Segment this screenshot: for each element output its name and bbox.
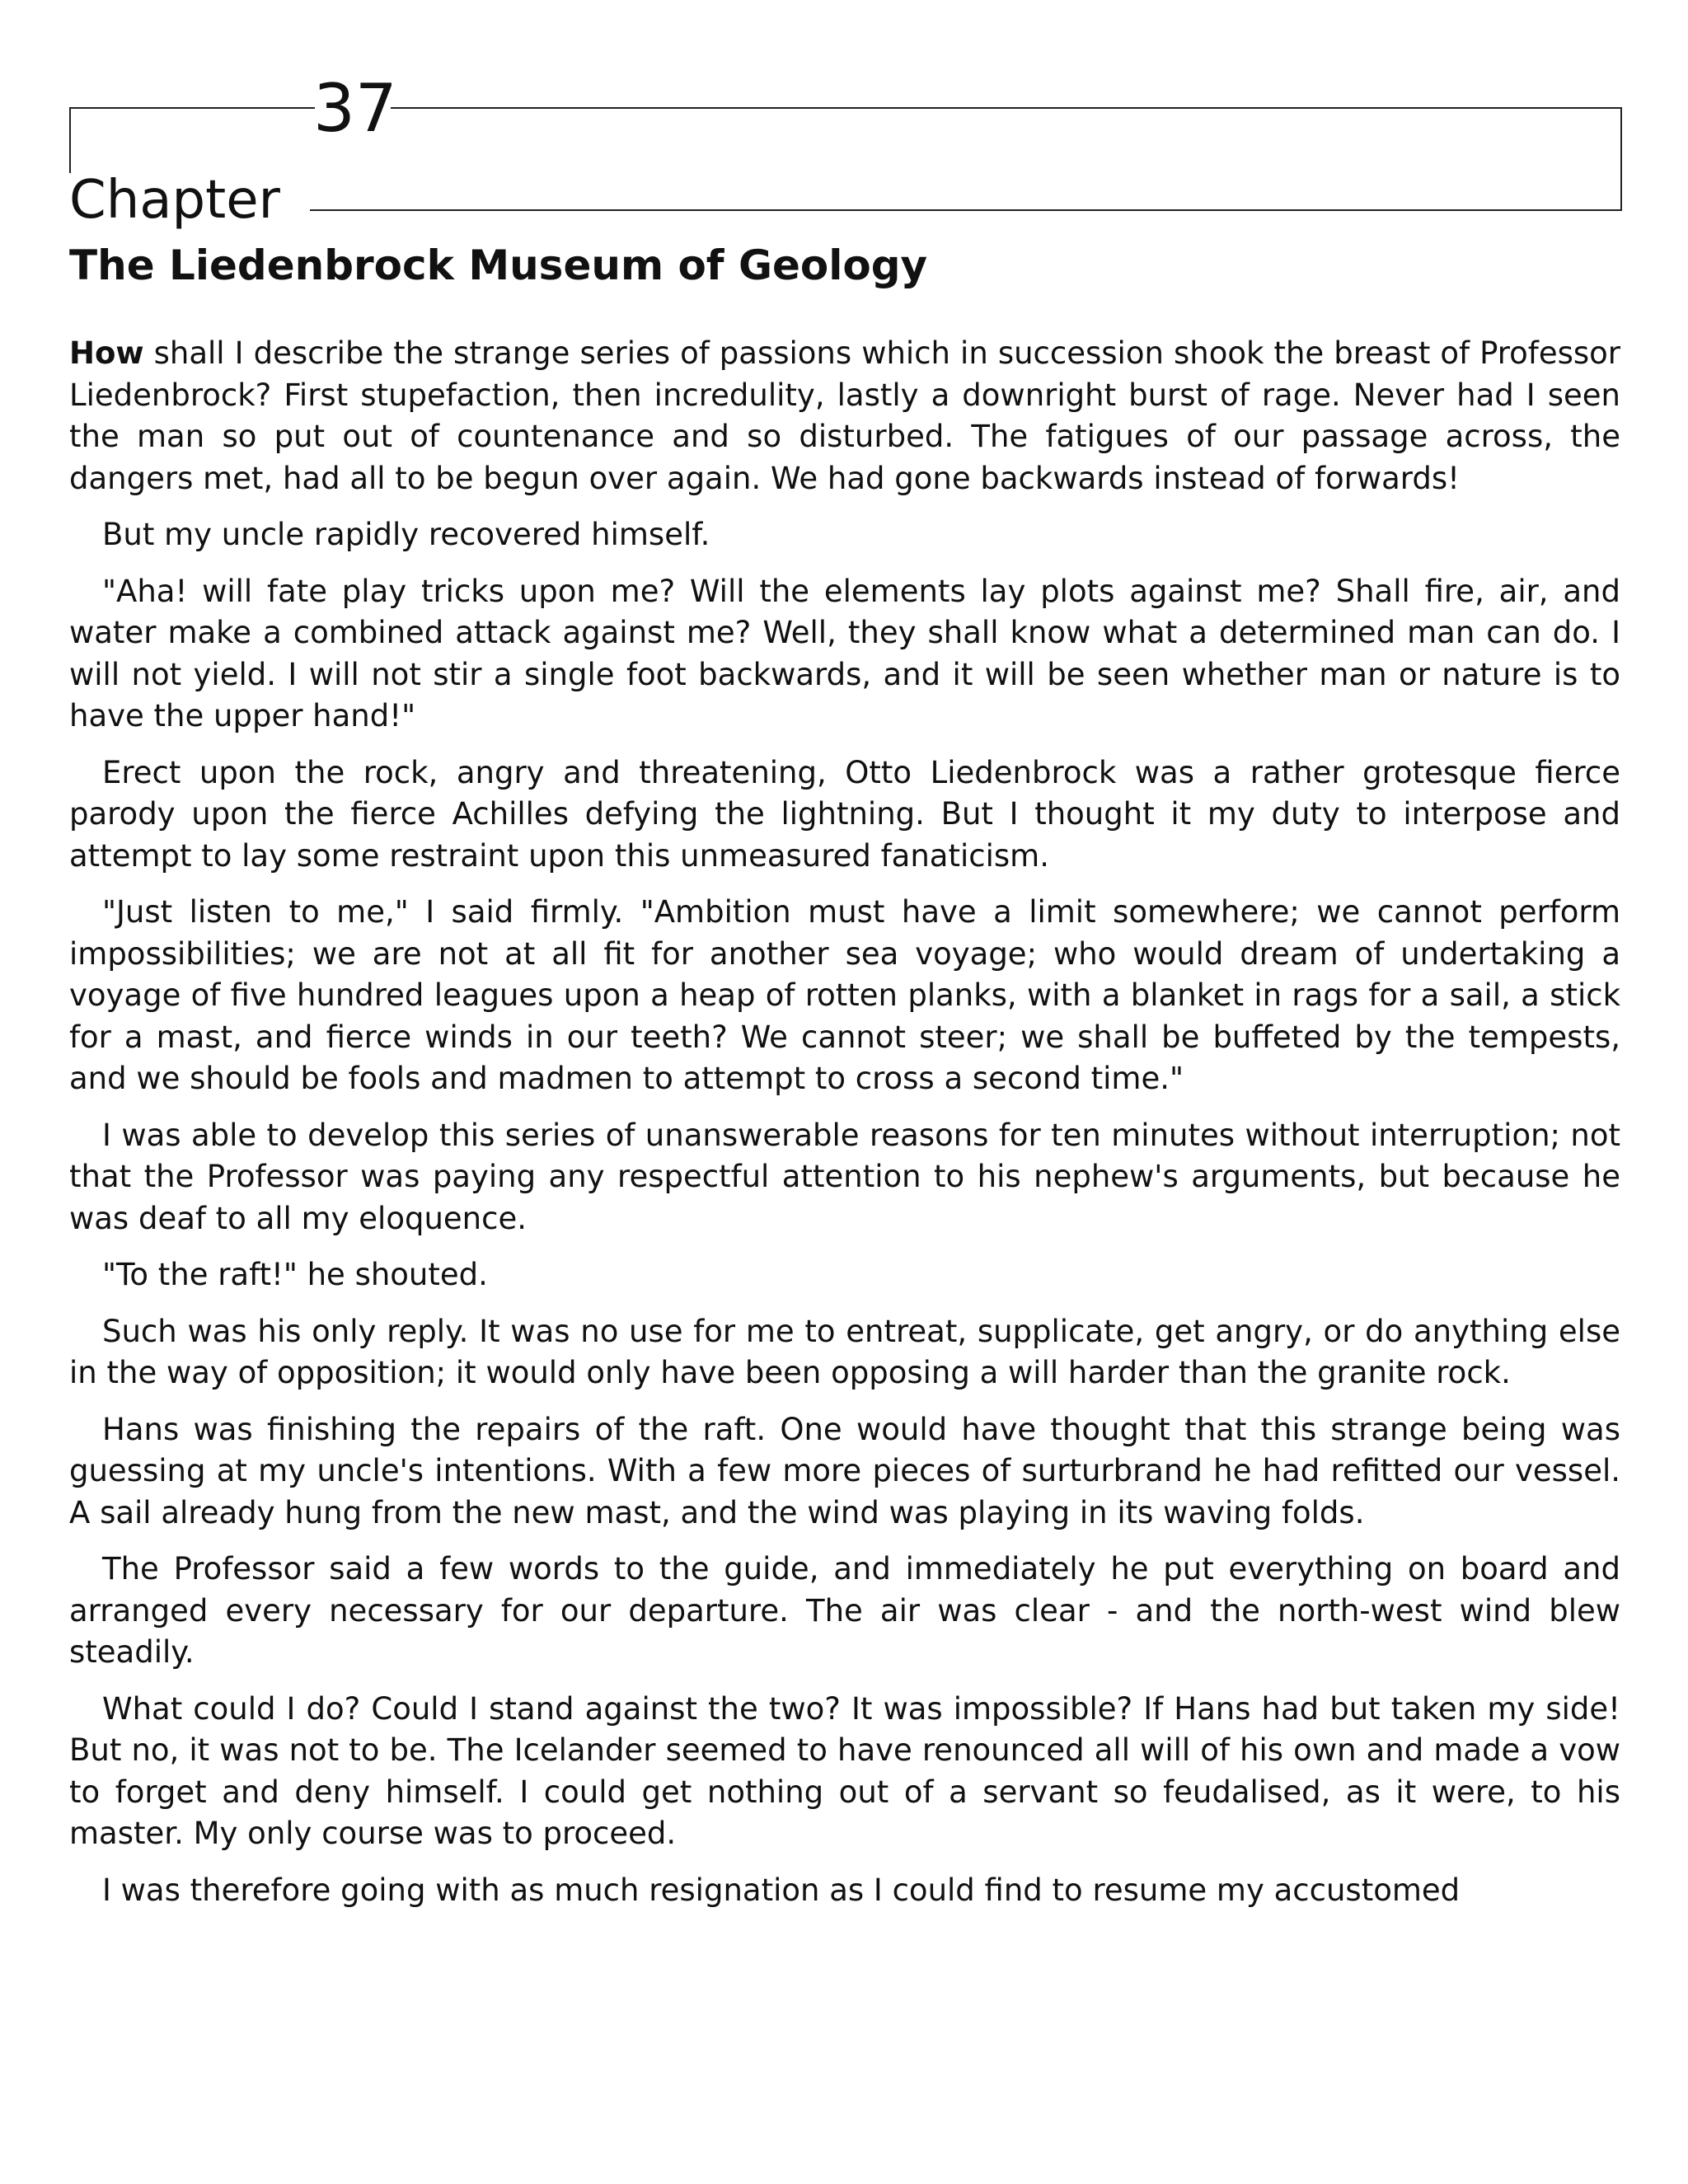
chapter-body [69,333,1620,1926]
paragraph: "To the raft!" he shouted. [102,1257,488,1292]
paragraph-text: shall I describe the strange series of passions which in succession shook the breast of Professor Liedenbrock? First stupefaction, then incredulity, lastly a downright burst of rage. Never had I seen the man so put out of countenance and so disturbed. The fatigues of our passage across, the dangers met, had all to be begun over again. We had gone backwards instead of forwards! [69,335,1620,496]
paragraph: Hans was finishing the repairs of the raft. One would have thought that this strange being was guessing at my uncle's intentions. With a few more pieces of surturbrand he had refitted our vessel. A sail already hung from the new mast, and the wind was playing in its waving folds. [69,1411,1620,1530]
paragraph: But my uncle rapidly recovered himself. [102,517,710,552]
chapter-label: Chapter [69,170,280,231]
header-frame-top-left [69,107,315,109]
chapter-number: 37 [313,70,397,147]
header-frame-right [1620,107,1622,209]
paragraph: I was therefore going with as much resignation as I could find to resume my accustomed [102,1872,1461,1908]
paragraph: I was able to develop this series of unanswerable reasons for ten minutes without interruption; not that the Professor was paying any respectful attention to his nephew's arguments, but because he was deaf to all my eloquence. [69,1117,1620,1236]
paragraph: "Just listen to me," I said firmly. "Ambition must have a limit somewhere; we cannot perform impossibilities; we are not at all fit for another sea voyage; who would dream of undertaking a voyage of five hundred leagues upon a heap of rotten planks, with a blanket in rags for a sail, a stick for a mast, and fierce winds in our teeth? We cannot steer; we shall be buffeted by the tempests, and we should be fools and madmen to attempt to cross a second time." [69,894,1620,1096]
chapter-header [69,70,1622,231]
header-frame-top-right [391,107,1622,109]
paragraph: The Professor said a few words to the guide, and immediately he put everything on board and arranged every necessary for our departure. The air was clear - and the north-west wind blew steadily. [69,1551,1620,1670]
paragraph: Erect upon the rock, angry and threatening, Otto Liedenbrock was a rather grotesque fierce parody upon the fierce Achilles defying the lightning. But I thought it my duty to interpose and attempt to lay some restraint upon this unmeasured fanaticism. [69,754,1620,874]
paragraph: Such was his only reply. It was no use for me to entreat, supplicate, get angry, or do anything else in the way of opposition; it would only have been opposing a will harder than the granite rock. [69,1313,1620,1390]
paragraph [69,333,1620,499]
paragraph-lead-word: How [69,335,144,371]
header-frame-bottom [310,209,1622,211]
paragraph: "Aha! will fate play tricks upon me? Will the elements lay plots against me? Shall fire, air, and water make a combined attack against me? Well, they shall know what a determined man can do. I will not yield. I will not stir a single foot backwards, and it will be seen whether man or nature is to have the upper hand!" [69,573,1620,733]
paragraph: What could I do? Could I stand against the two? It was impossible? If Hans had but taken my side! But no, it was not to be. The Icelander seemed to have renounced all will of his own and made a vow to forget and deny himself. I could get nothing out of a servant so feudalised, as it were, to his master. My only course was to proceed. [69,1690,1620,1851]
header-frame-left [69,107,71,173]
chapter-title: The Liedenbrock Museum of Geology [69,241,928,289]
